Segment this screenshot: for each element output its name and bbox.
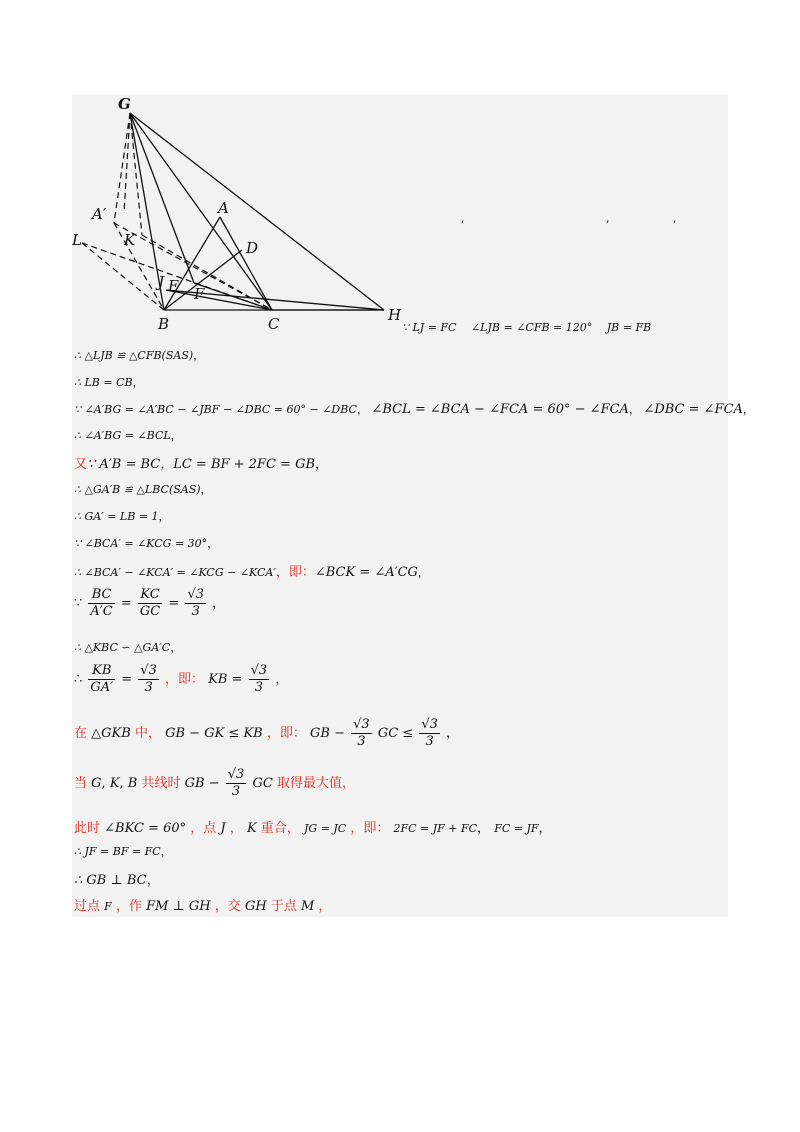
dashed-G-vertical (124, 113, 130, 213)
label-A-prime: A′ (92, 205, 107, 223)
line-19: 过点 F ，作 FM ⊥ GH ，交 GH 于点 M ， (74, 899, 332, 914)
line-7: ∴ △GA′B ≌ △LBC(SAS)， (74, 483, 212, 496)
segment-BA (164, 217, 220, 310)
line-9: ∵ ∠BCA′ = ∠KCG = 30°， (74, 537, 219, 550)
dashed-GA-prime (114, 113, 130, 223)
label-H: H (388, 306, 402, 324)
line-18: ∴ GB ⊥ BC， (74, 873, 160, 888)
line-14: 在 △GKB 中， GB − GK ≤ KB ，即： GB − $\frac{√3}{3}$ GC ≤ $\frac{√3}{3}$ ， (74, 717, 460, 749)
label-K: K (124, 231, 136, 249)
line-2: ∴ △LJB ≌ △CFB(SAS)， (74, 349, 205, 362)
line-5: ∴ ∠A′BG = ∠BCL， (74, 429, 182, 442)
line-17: ∴ JF = BF = FC， (74, 845, 172, 858)
line-3: ∴ LB = CB， (74, 376, 144, 389)
stray-comma-3: , (673, 212, 677, 225)
line-12: ∴ △KBC ∽ △GA′C， (74, 641, 182, 654)
line-10: ∴ ∠BCA′ − ∠KCA′ = ∠KCG − ∠KCA′，即：∠BCK = ∠A′CG， (74, 565, 429, 580)
line-11: ∵ $\frac{BC}{A'C}$ = $\frac{KC}{GC}$ = $\frac{√3}{3}$ ， (74, 587, 226, 619)
geometry-figure (72, 95, 412, 335)
label-F: F (194, 285, 205, 303)
stray-comma-1: , (461, 212, 465, 225)
segment-GC (130, 113, 272, 310)
label-A: A (218, 199, 229, 217)
label-L: L (72, 231, 82, 249)
line-1: ∵ LJ = FC ∠LJB = ∠CFB = 120° JB = FB (402, 321, 652, 334)
line-15: 当 G, K, B 共线时 GB − $\frac{√3}{3}$ GC 取得最大值， (74, 767, 355, 799)
line-4: ∵ ∠A′BG = ∠A′BC − ∠JBF − ∠DBC = 60° − ∠DBC， ∠BCL = ∠BCA − ∠FCA = 60° − ∠FCA， ∠DBC = ∠FCA， (74, 402, 754, 417)
label-E: E (168, 277, 179, 295)
line-8: ∴ GA′ = LB = 1， (74, 510, 170, 523)
stray-comma-2: , (606, 212, 610, 225)
dashed-LB (82, 243, 164, 310)
line-13: ∴ $\frac{KB}{GA'}$ = $\frac{√3}{3}$ ，即： KB = $\frac{√3}{3}$ ， (74, 663, 289, 695)
solution-panel (72, 95, 754, 917)
line-16: 此时 ∠BKC = 60° ，点 J ， K 重合， JG = JC ，即： 2FC = JF + FC， FC = JF， (74, 821, 552, 836)
label-C: C (268, 315, 280, 333)
label-B: B (158, 315, 170, 333)
line-6: 又∵ A′B = BC，LC = BF + 2FC = GB， (74, 457, 329, 472)
label-D: D (246, 239, 259, 257)
label-G: G (118, 95, 131, 113)
label-J: J (158, 273, 165, 291)
segment-CE (166, 290, 272, 310)
